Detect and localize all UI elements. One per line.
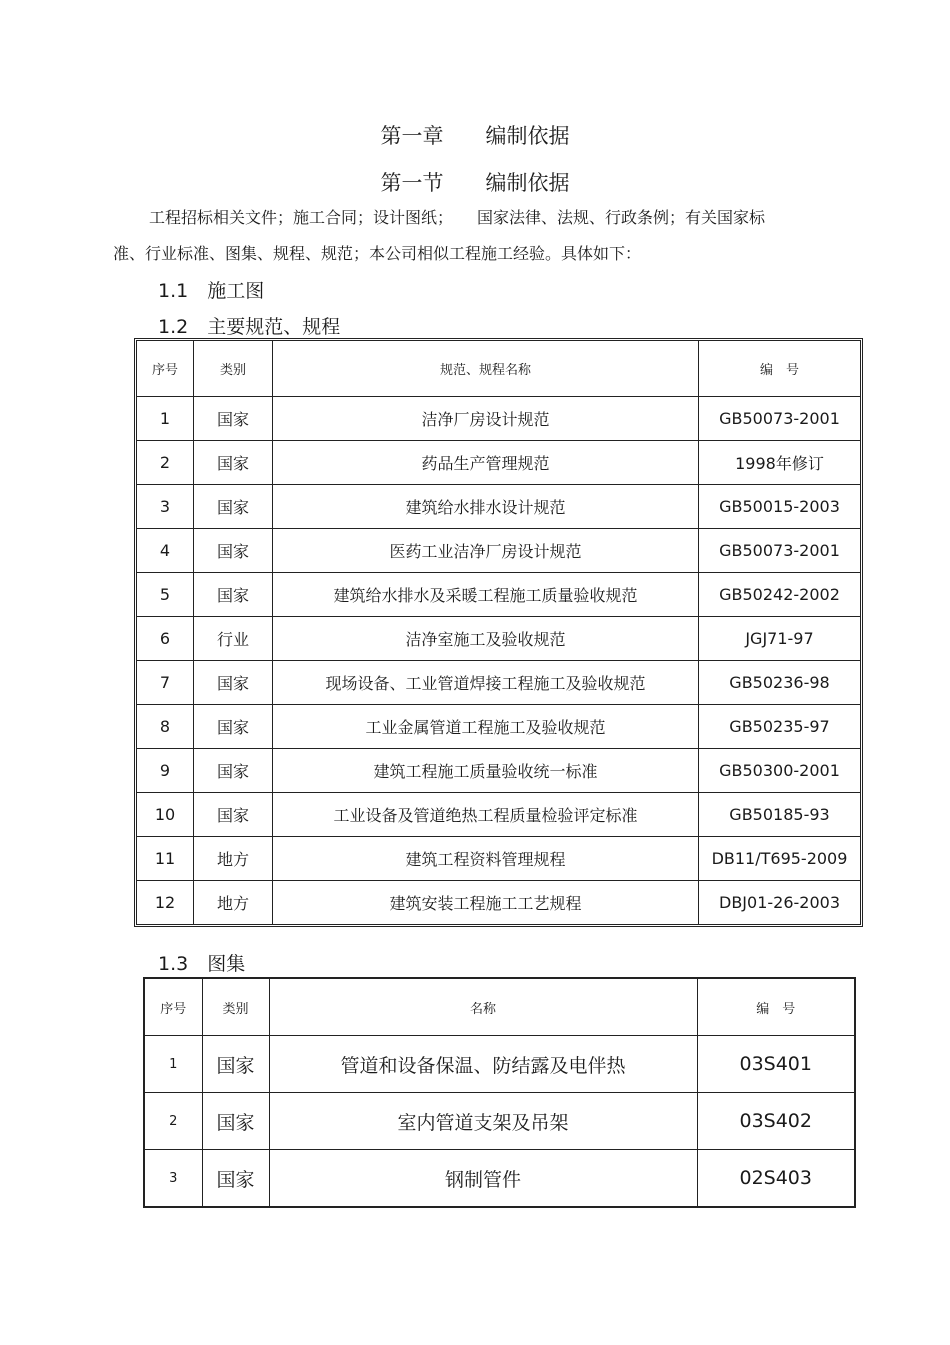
- cell-category: 地方: [194, 881, 273, 925]
- cell-category: 行业: [194, 617, 273, 661]
- cell-code: GB50185-93: [699, 793, 861, 837]
- cell-code: DBJ01-26-2003: [699, 881, 861, 925]
- specs-table-row: [137, 661, 861, 705]
- cell-code: GB50242-2002: [699, 573, 861, 617]
- specs-table-row: [137, 441, 861, 485]
- cell-index: 6: [137, 617, 194, 661]
- cell-category: 国家: [202, 1036, 269, 1093]
- cell-category: 国家: [194, 441, 273, 485]
- specs-table-row: [137, 793, 861, 837]
- cell-code: 03S402: [697, 1093, 855, 1150]
- cell-index: 12: [137, 881, 194, 925]
- specs-table-row: [137, 837, 861, 881]
- cell-index: 1: [144, 1036, 202, 1093]
- specs-table-row: [137, 617, 861, 661]
- cell-name: 洁净厂房设计规范: [273, 397, 699, 441]
- cell-code: GB50300-2001: [699, 749, 861, 793]
- cell-index: 5: [137, 573, 194, 617]
- cell-code: GB50235-97: [699, 705, 861, 749]
- cell-name: 建筑工程资料管理规程: [273, 837, 699, 881]
- header-code: 编 号: [699, 341, 861, 397]
- header-code: 编 号: [697, 978, 855, 1036]
- specs-header-row: [137, 341, 861, 397]
- specs-table-row: [137, 749, 861, 793]
- cell-name: 建筑给水排水及采暖工程施工质量验收规范: [273, 573, 699, 617]
- specs-table: [136, 340, 861, 925]
- cell-name: 建筑安装工程施工工艺规程: [273, 881, 699, 925]
- heading-1-3: 1.3 图集: [158, 953, 246, 975]
- cell-name: 建筑工程施工质量验收统一标准: [273, 749, 699, 793]
- cell-code: GB50073-2001: [699, 529, 861, 573]
- header-index: 序号: [144, 978, 202, 1036]
- cell-code: DB11/T695-2009: [699, 837, 861, 881]
- cell-index: 3: [144, 1150, 202, 1208]
- cell-category: 国家: [194, 573, 273, 617]
- atlas-table: [143, 977, 856, 1208]
- cell-name: 室内管道支架及吊架: [269, 1093, 697, 1150]
- atlas-table-row: [144, 1036, 855, 1093]
- specs-table-body: [137, 341, 861, 925]
- cell-name: 现场设备、工业管道焊接工程施工及验收规范: [273, 661, 699, 705]
- cell-name: 洁净室施工及验收规范: [273, 617, 699, 661]
- cell-name: 工业设备及管道绝热工程质量检验评定标准: [273, 793, 699, 837]
- chapter-title: 第一章 编制依据: [380, 124, 570, 148]
- intro-line-1: 工程招标相关文件；施工合同；设计图纸； 国家法律、法规、行政条例；有关国家标: [149, 208, 766, 227]
- cell-code: JGJ71-97: [699, 617, 861, 661]
- header-name: 规范、规程名称: [273, 341, 699, 397]
- cell-code: 02S403: [697, 1150, 855, 1208]
- cell-name: 管道和设备保温、防结露及电伴热: [269, 1036, 697, 1093]
- cell-code: GB50236-98: [699, 661, 861, 705]
- cell-code: 03S401: [697, 1036, 855, 1093]
- header-category: 类别: [194, 341, 273, 397]
- atlas-header-row: [144, 978, 855, 1036]
- cell-category: 地方: [194, 837, 273, 881]
- cell-name: 药品生产管理规范: [273, 441, 699, 485]
- header-name: 名称: [269, 978, 697, 1036]
- cell-index: 3: [137, 485, 194, 529]
- header-category: 类别: [202, 978, 269, 1036]
- specs-table-row: [137, 485, 861, 529]
- cell-index: 4: [137, 529, 194, 573]
- specs-table-row: [137, 705, 861, 749]
- heading-1-2: 1.2 主要规范、规程: [158, 316, 341, 338]
- specs-table-row: [137, 397, 861, 441]
- specs-table-row: [137, 573, 861, 617]
- cell-index: 7: [137, 661, 194, 705]
- intro-paragraph: [113, 200, 853, 272]
- atlas-table-row: [144, 1093, 855, 1150]
- cell-index: 2: [144, 1093, 202, 1150]
- cell-name: 钢制管件: [269, 1150, 697, 1208]
- specs-table-row: [137, 881, 861, 925]
- atlas-table-row: [144, 1150, 855, 1208]
- cell-index: 10: [137, 793, 194, 837]
- cell-index: 9: [137, 749, 194, 793]
- cell-code: GB50073-2001: [699, 397, 861, 441]
- cell-category: 国家: [202, 1150, 269, 1208]
- atlas-table-body: [144, 978, 855, 1207]
- heading-1-1: 1.1 施工图: [158, 280, 265, 302]
- cell-code: GB50015-2003: [699, 485, 861, 529]
- cell-name: 建筑给水排水设计规范: [273, 485, 699, 529]
- cell-name: 工业金属管道工程施工及验收规范: [273, 705, 699, 749]
- cell-category: 国家: [194, 397, 273, 441]
- cell-category: 国家: [194, 485, 273, 529]
- cell-name: 医药工业洁净厂房设计规范: [273, 529, 699, 573]
- cell-index: 2: [137, 441, 194, 485]
- intro-line-2: 准、行业标准、图集、规程、规范；本公司相似工程施工经验。具体如下：: [113, 244, 642, 263]
- specs-table-row: [137, 529, 861, 573]
- cell-category: 国家: [194, 793, 273, 837]
- section-title: 第一节 编制依据: [380, 171, 570, 195]
- cell-category: 国家: [194, 661, 273, 705]
- header-index: 序号: [137, 341, 194, 397]
- cell-category: 国家: [194, 749, 273, 793]
- cell-index: 1: [137, 397, 194, 441]
- cell-index: 8: [137, 705, 194, 749]
- cell-code: 1998年修订: [699, 441, 861, 485]
- cell-category: 国家: [194, 529, 273, 573]
- cell-category: 国家: [194, 705, 273, 749]
- cell-category: 国家: [202, 1093, 269, 1150]
- cell-index: 11: [137, 837, 194, 881]
